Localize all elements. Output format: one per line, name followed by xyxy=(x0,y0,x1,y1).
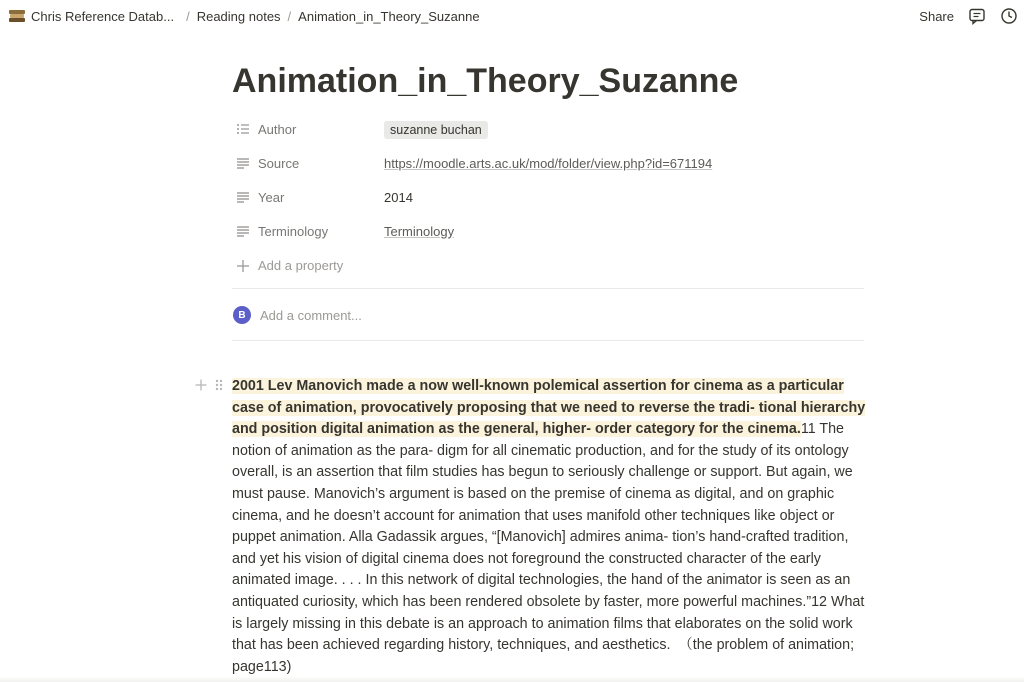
divider xyxy=(232,288,864,289)
text-icon xyxy=(236,190,250,204)
citation-text: （the problem of animation; page113) xyxy=(232,637,855,675)
drag-handle-icon[interactable] xyxy=(214,378,224,392)
breadcrumb xyxy=(0,0,1024,32)
breadcrumb-item-reading-notes[interactable]: Reading notes xyxy=(196,8,281,24)
author-chip[interactable]: suzanne buchan xyxy=(384,121,488,139)
comment-icon[interactable] xyxy=(968,7,986,25)
share-button[interactable]: Share xyxy=(919,8,954,24)
property-name-year[interactable] xyxy=(232,190,384,205)
plus-icon[interactable] xyxy=(194,378,208,392)
body-paragraph[interactable] xyxy=(232,376,866,678)
breadcrumb-separator: / xyxy=(287,8,292,24)
plus-icon xyxy=(236,259,250,273)
clock-icon[interactable] xyxy=(1000,7,1018,25)
property-row-terminology xyxy=(232,218,864,244)
breadcrumb-item-database[interactable]: Chris Reference Datab... xyxy=(31,8,175,24)
property-label: Terminology xyxy=(258,223,329,239)
paragraph-text: 11 The notion of animation as the para- digm for all cinematic production, and for the study of its ontology overall, is an assertion that film studies has begun to seriously challenge or support. But again, we must pause. Manovich’s argument is based on the premise of cinema as digital, and on graphic cinema, and he doesn’t account for animation that uses manifold other techniques like object or puppet animation. Alla Gadassik argues, “[Manovich] admires anima- tion’s hand-crafted tradition, and yet his vision of digital cinema does not foreground the constructed character of the early animated image. . . . In this network of digital technologies, the hand of the animator is seen as an antiquated curiosity, which has been rendered obsolete by faster, more powerful machines.”12 What is largely missing in this debate is an approach to animation films that elaborates on the solid work that has been achieved regarding history, techniques, and aesthetics. xyxy=(232,421,865,654)
property-value-year[interactable]: 2014 xyxy=(384,189,413,205)
property-row-author xyxy=(232,116,864,142)
books-icon xyxy=(9,9,25,23)
add-property-label: Add a property xyxy=(258,258,344,273)
divider xyxy=(232,340,864,341)
comment-input[interactable]: Add a comment... xyxy=(260,307,362,323)
bottom-edge xyxy=(0,676,1024,682)
property-label: Source xyxy=(258,155,300,171)
property-value-terminology[interactable]: Terminology xyxy=(384,223,455,239)
topbar-actions xyxy=(919,0,1018,32)
property-label: Author xyxy=(258,121,297,137)
block-handles xyxy=(194,378,224,392)
list-icon xyxy=(236,122,250,136)
property-value-author[interactable] xyxy=(384,122,488,137)
property-name-terminology[interactable] xyxy=(232,224,384,239)
highlighted-text: 2001 Lev Manovich made a now well-known polemical assertion for cinema as a particular case of animation, provocatively proposing that we need to reverse the tradi- tional hierarchy and position digital animation as the general, higher- order category for the cinema. xyxy=(232,378,866,438)
page-title[interactable]: Animation_in_Theory_Suzanne xyxy=(232,62,739,100)
avatar: B xyxy=(233,306,251,324)
text-icon xyxy=(236,156,250,170)
property-name-author[interactable] xyxy=(232,122,384,137)
property-row-year xyxy=(232,184,864,210)
property-label: Year xyxy=(258,189,285,205)
comment-box[interactable] xyxy=(233,306,362,324)
property-name-source[interactable] xyxy=(232,156,384,171)
text-icon xyxy=(236,224,250,238)
property-value-source[interactable]: https://moodle.arts.ac.uk/mod/folder/view.php?id=671194 xyxy=(384,155,713,171)
breadcrumb-item-current-page[interactable]: Animation_in_Theory_Suzanne xyxy=(298,8,480,24)
add-property-button[interactable] xyxy=(236,258,343,273)
property-row-source xyxy=(232,150,864,176)
breadcrumb-separator: / xyxy=(186,8,190,24)
